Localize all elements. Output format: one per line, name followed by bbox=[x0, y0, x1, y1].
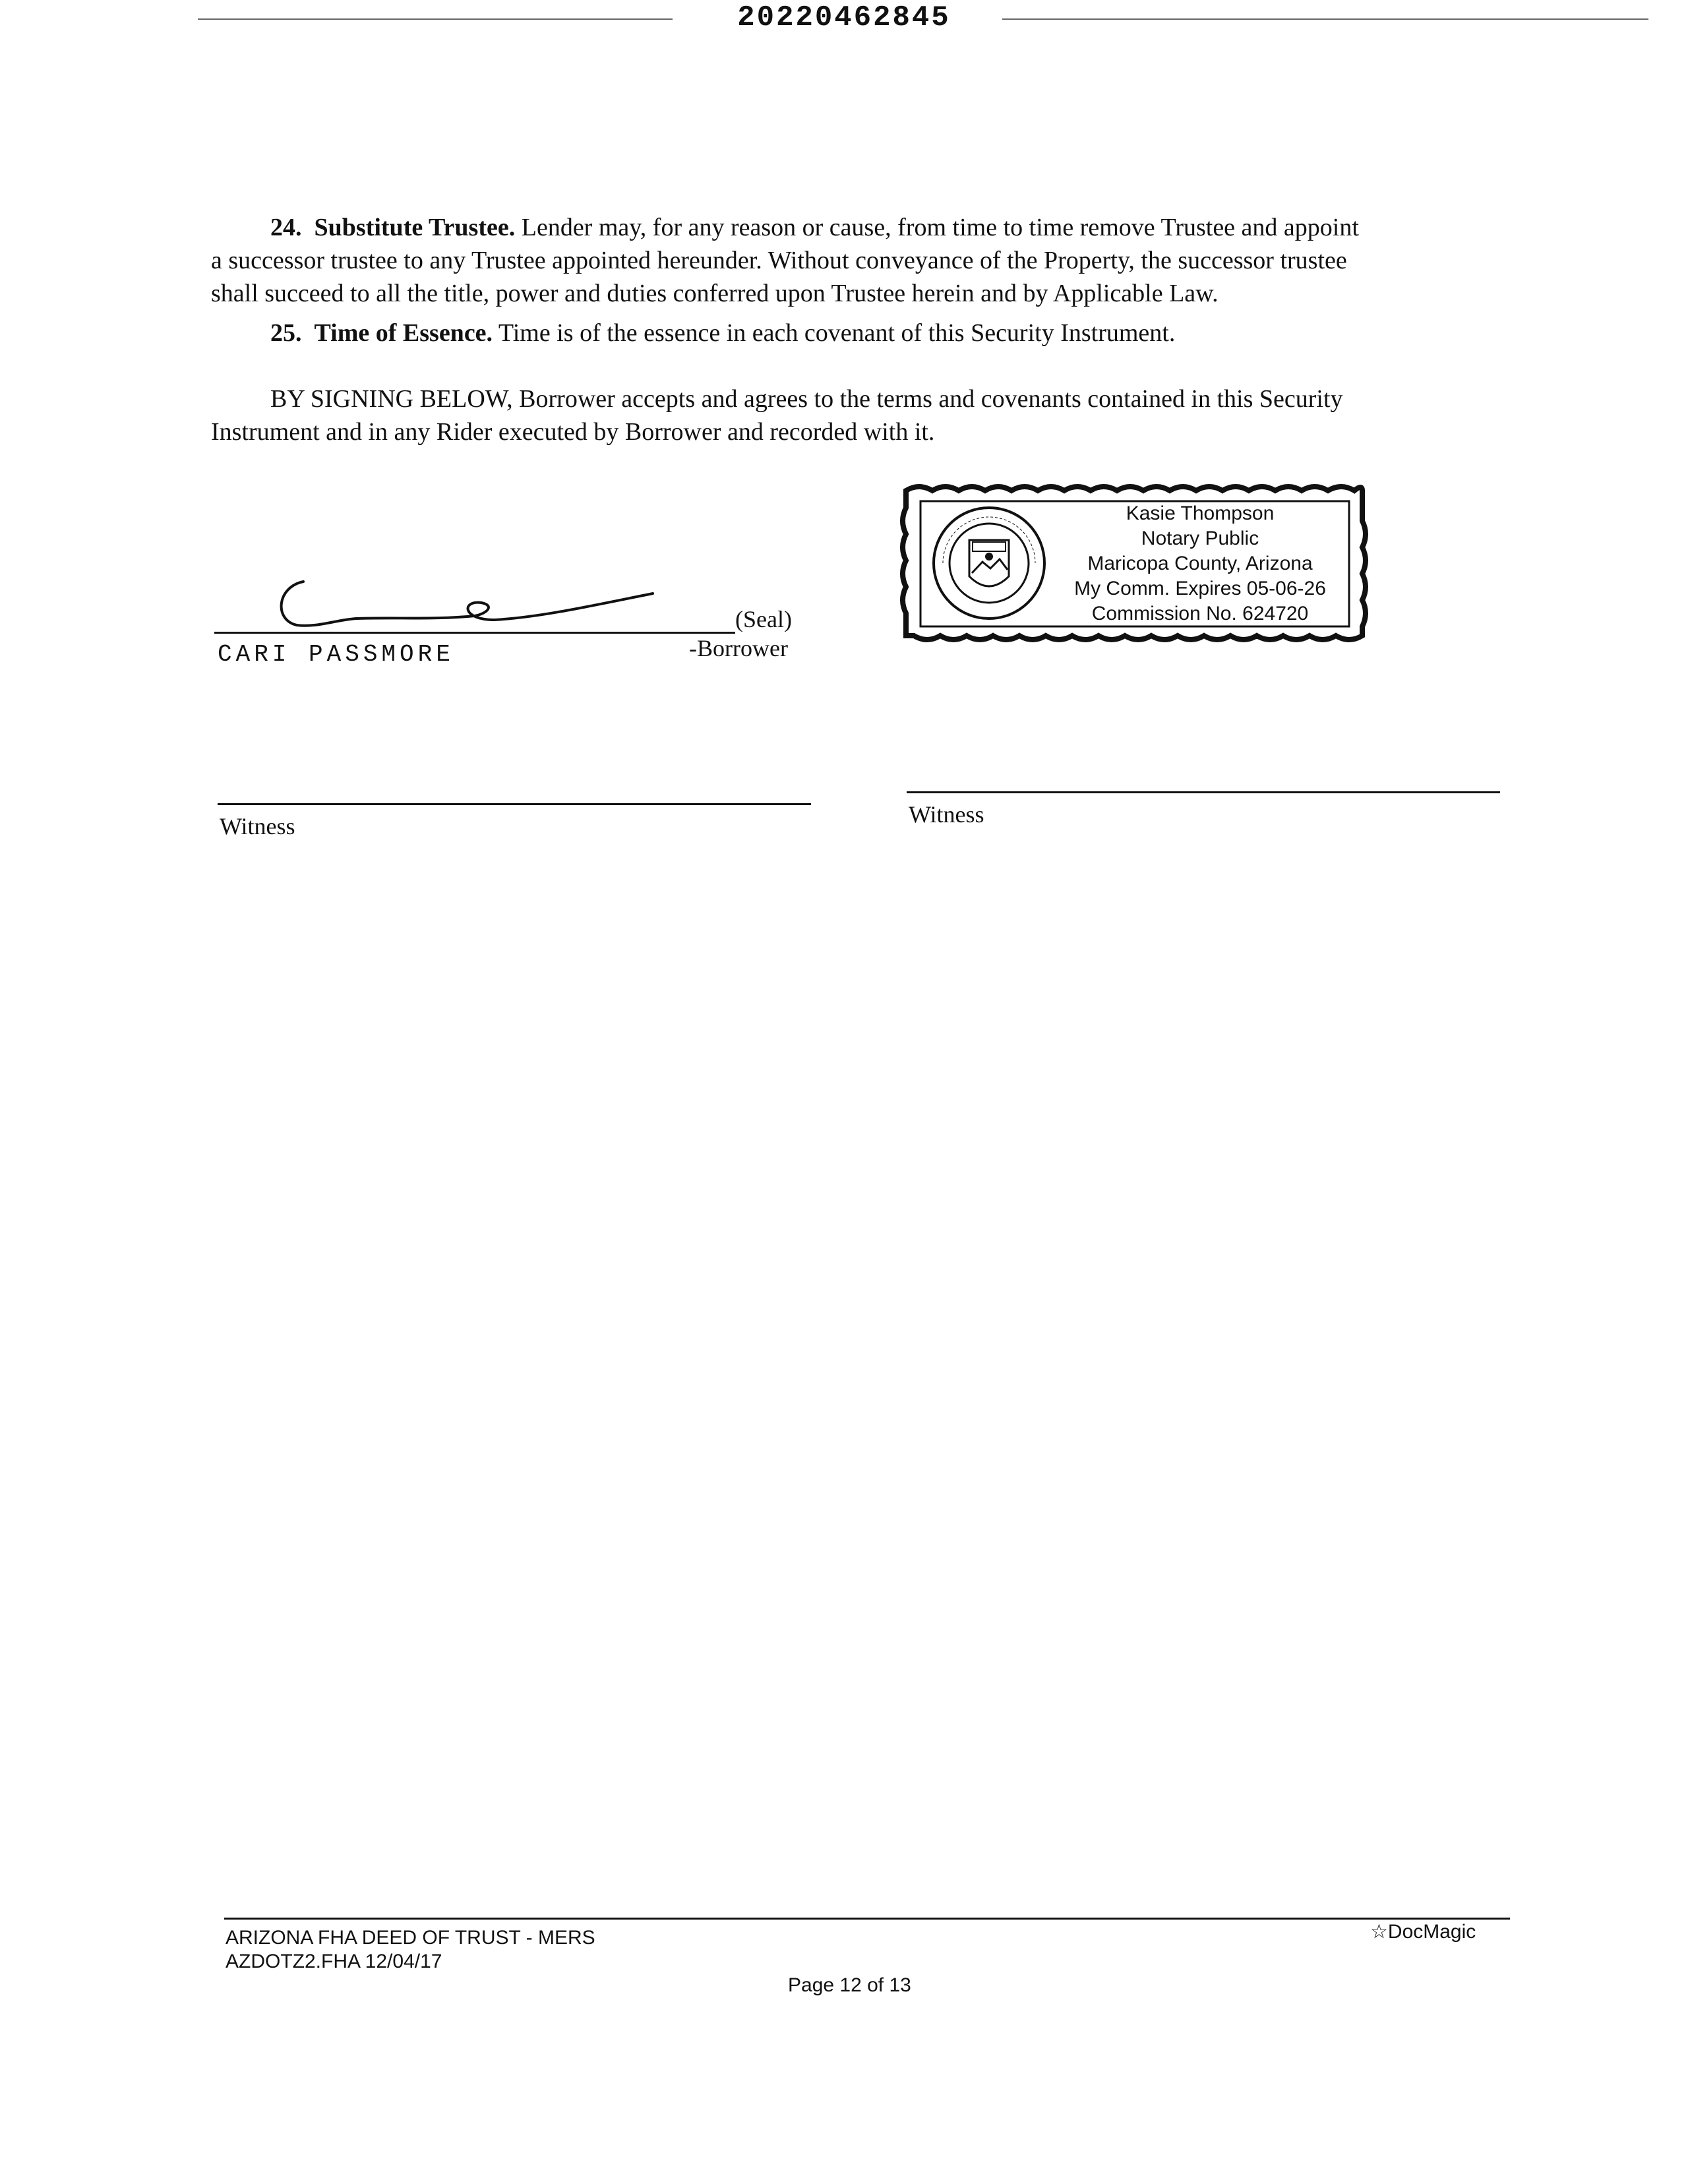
footer-brand-label: DocMagic bbox=[1387, 1921, 1476, 1943]
borrower-role-label: -Borrower bbox=[689, 635, 788, 661]
arizona-state-seal-icon bbox=[930, 504, 1048, 622]
section-24 bbox=[211, 211, 1503, 310]
notary-stamp bbox=[897, 481, 1372, 645]
notary-title: Notary Public bbox=[1141, 528, 1259, 549]
signing-line-2: Instrument and in any Rider executed by Borrower and recorded with it. bbox=[211, 418, 935, 446]
section-24-line-2: a successor trustee to any Trustee appointed hereunder. Without conveyance of the Property, the successor trustee bbox=[211, 247, 1347, 274]
footer-form-title: ARIZONA FHA DEED OF TRUST - MERS bbox=[226, 1927, 595, 1949]
footer-page-number: Page 12 of 13 bbox=[788, 1974, 911, 1996]
section-24-number: 24. bbox=[270, 214, 302, 241]
witness-left-line bbox=[218, 803, 811, 805]
section-24-title: Substitute Trustee. bbox=[314, 214, 516, 241]
footer-form-code: AZDOTZ2.FHA 12/04/17 bbox=[226, 1951, 442, 1972]
section-25-title: Time of Essence. bbox=[314, 319, 493, 347]
section-25-number: 25. bbox=[270, 319, 302, 347]
witness-left-label: Witness bbox=[220, 813, 295, 839]
seal-label: (Seal) bbox=[735, 606, 792, 632]
recording-number: 20220462845 bbox=[737, 1, 951, 34]
notary-info bbox=[1048, 501, 1352, 626]
notary-name: Kasie Thompson bbox=[1126, 502, 1275, 524]
section-25-text: Time is of the essence in each covenant of this Security Instrument. bbox=[498, 319, 1176, 347]
section-24-line-3: shall succeed to all the title, power and duties conferred upon Trustee herein and by Applicable Law. bbox=[211, 280, 1219, 307]
footer-rule bbox=[224, 1918, 1510, 1920]
notary-expires: My Comm. Expires 05-06-26 bbox=[1074, 578, 1326, 599]
header-rule-right bbox=[1002, 18, 1648, 20]
borrower-name: CARI PASSMORE bbox=[218, 641, 454, 668]
docmagic-star-icon: ☆ bbox=[1370, 1921, 1388, 1943]
witness-right-label: Witness bbox=[909, 801, 984, 828]
borrower-signature bbox=[264, 567, 659, 640]
borrower-signature-line bbox=[214, 632, 735, 634]
section-25 bbox=[270, 317, 1503, 349]
notary-county: Maricopa County, Arizona bbox=[1087, 553, 1313, 574]
footer-brand bbox=[1370, 1920, 1476, 1943]
witness-right-line bbox=[907, 791, 1500, 793]
section-24-line-1: Lender may, for any reason or cause, from time to time remove Trustee and appoint bbox=[521, 214, 1359, 241]
signing-line-1: BY SIGNING BELOW, Borrower accepts and agrees to the terms and covenants contained in this Security bbox=[270, 385, 1343, 413]
signing-statement bbox=[211, 382, 1503, 448]
notary-commission: Commission No. 624720 bbox=[1091, 603, 1309, 624]
